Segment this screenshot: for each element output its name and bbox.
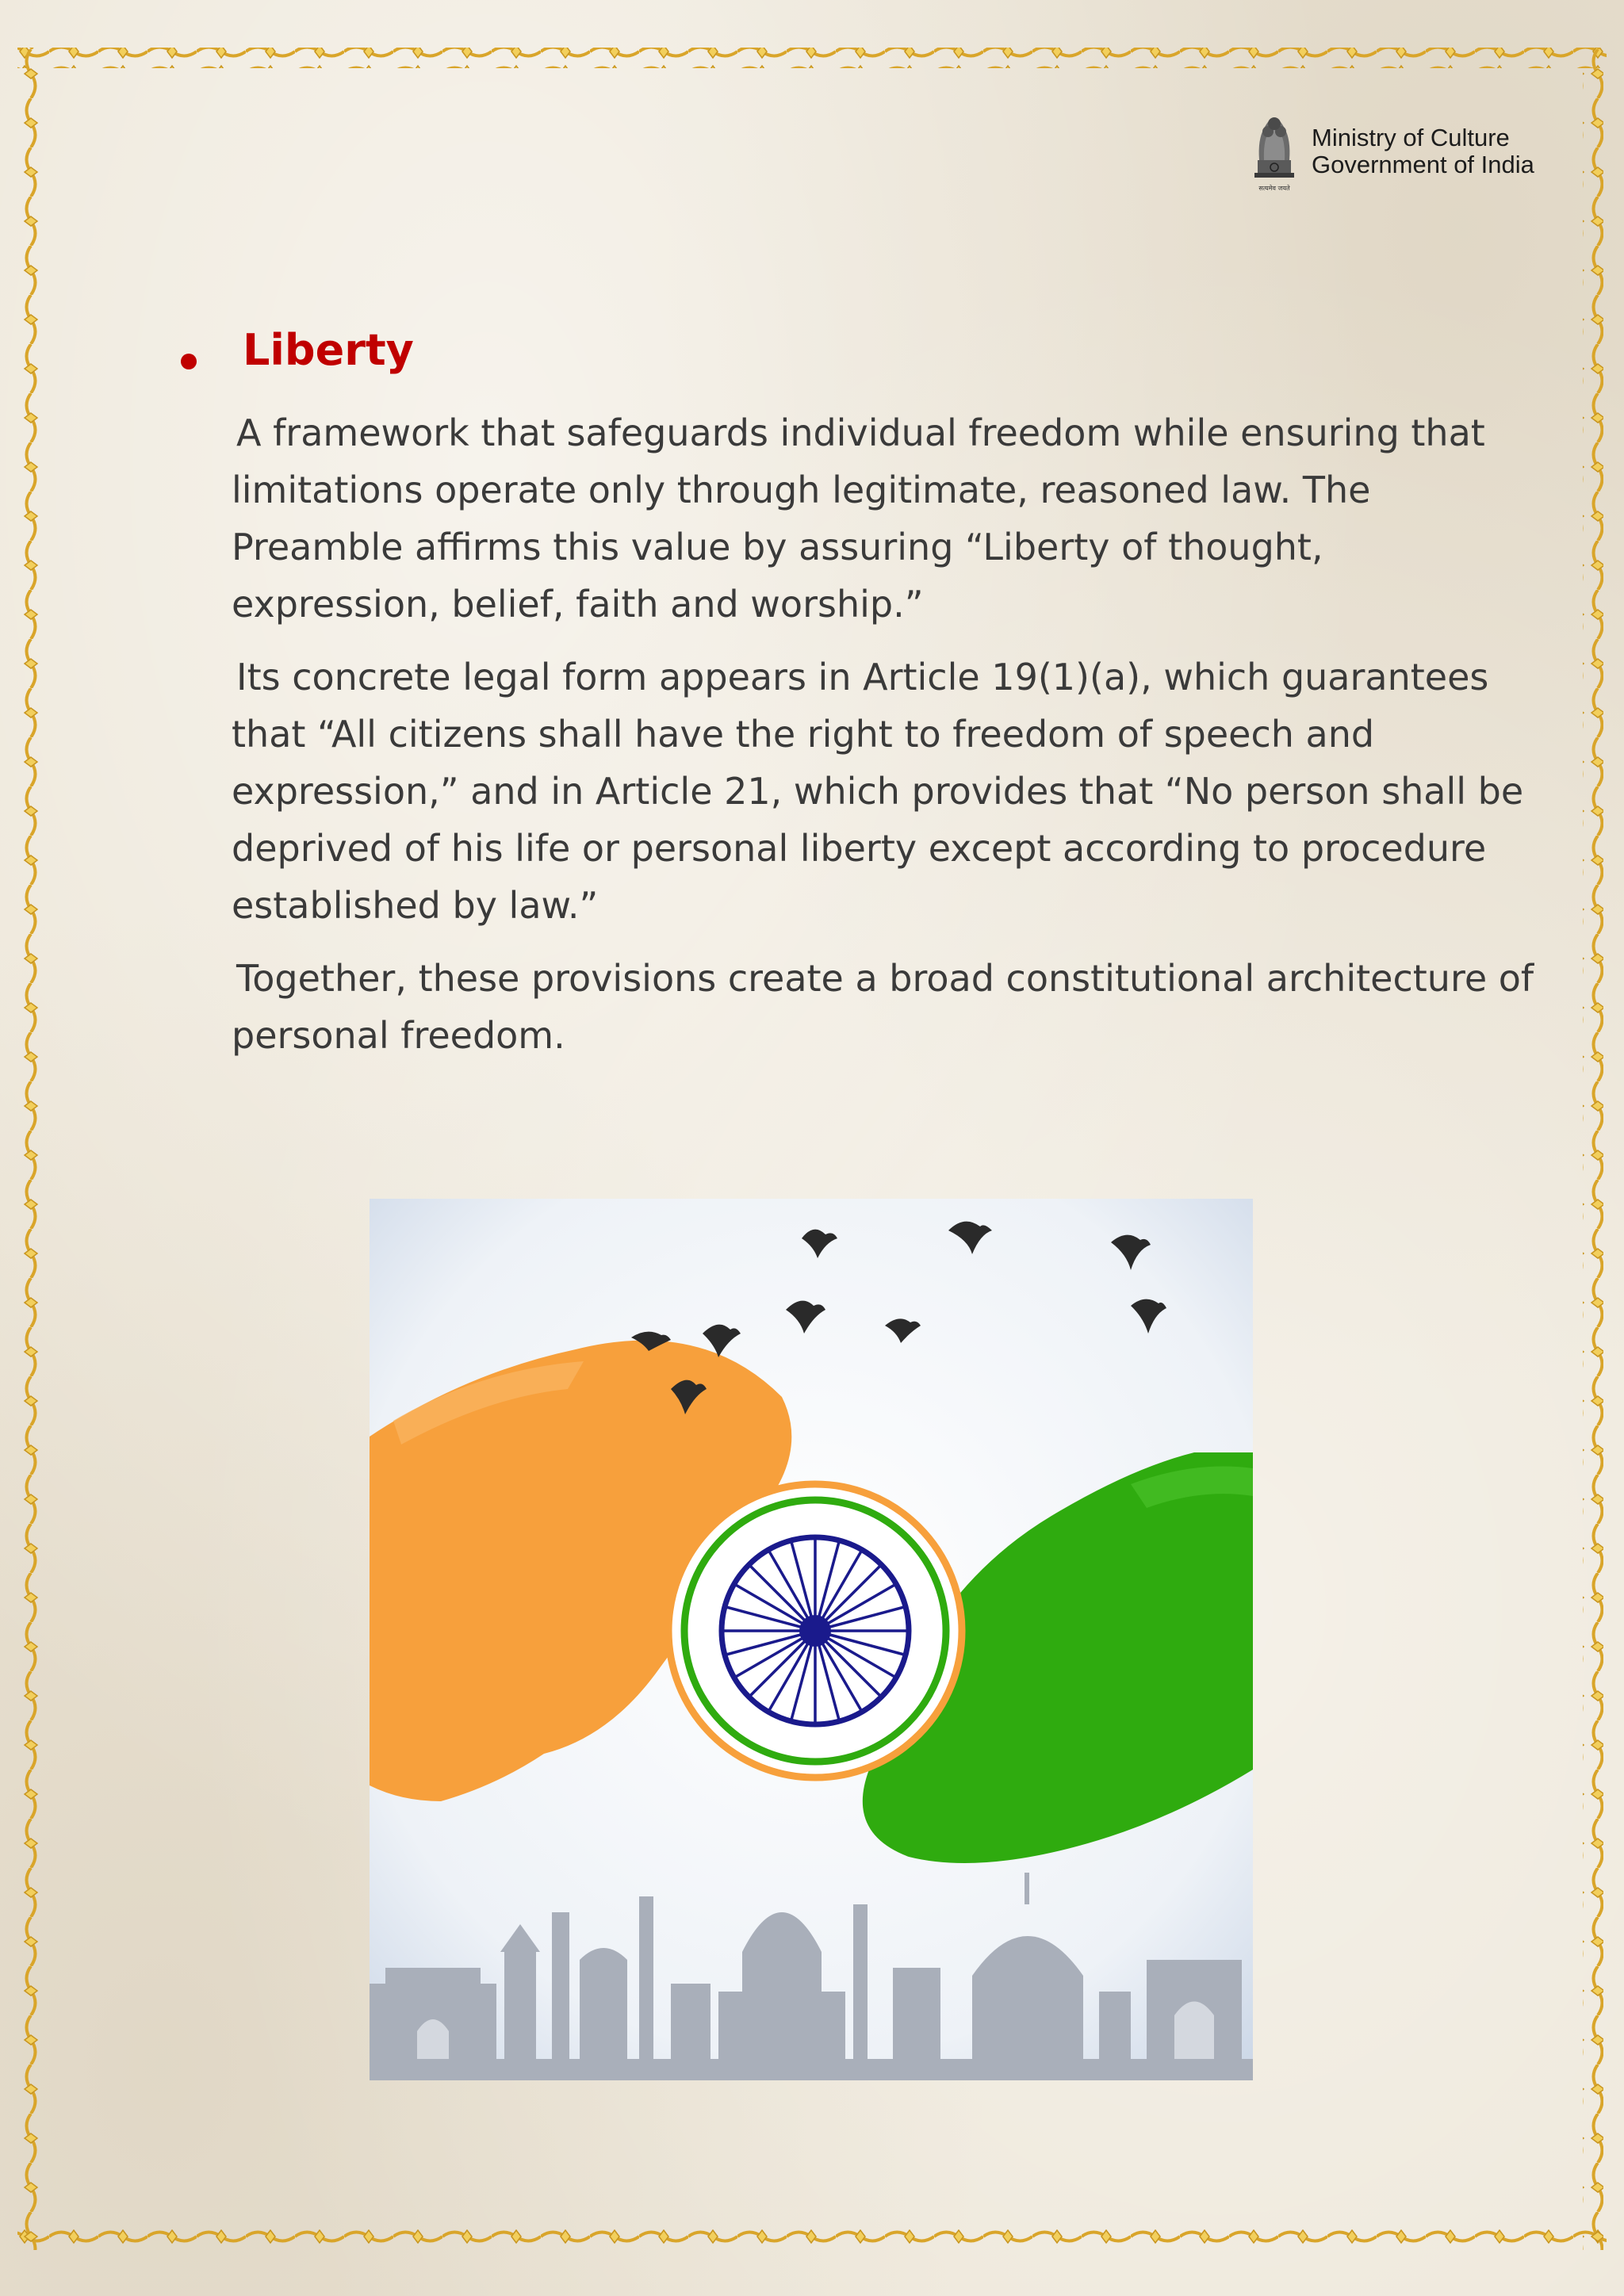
- paragraph-together: Together, these provisions create a broad constitutional architecture of personal freedom.: [232, 957, 1534, 1057]
- paragraph-framework: A framework that safeguards individual freedom while ensuring that limitations operate only through legitimate, reasoned law. The Preamble affirms this value by assuring “Liberty of thought, expression, belief, faith and worship.”: [232, 411, 1485, 626]
- section-heading: Liberty: [243, 325, 414, 375]
- paragraph-legal-form: Its concrete legal form appears in Article 19(1)(a), which guarantees that “All citizens shall have the right to freedom of speech and expression,” and in Article 21, which provides that “No person shall be deprived of his life or personal liberty except according to procedure established by law.”: [232, 656, 1524, 927]
- ministry-name: Ministry of Culture: [1312, 124, 1510, 151]
- tricolour-flag-with-birds-icon: [370, 1199, 1253, 2080]
- bullet-icon: [181, 354, 197, 369]
- national-emblem-icon: [1247, 108, 1302, 197]
- emblem-motto: सत्यमेव जयते: [1258, 185, 1290, 192]
- ministry-header: [1247, 108, 1580, 203]
- government-name: Government of India: [1312, 151, 1534, 178]
- ashoka-chakra-icon: [668, 1484, 962, 1777]
